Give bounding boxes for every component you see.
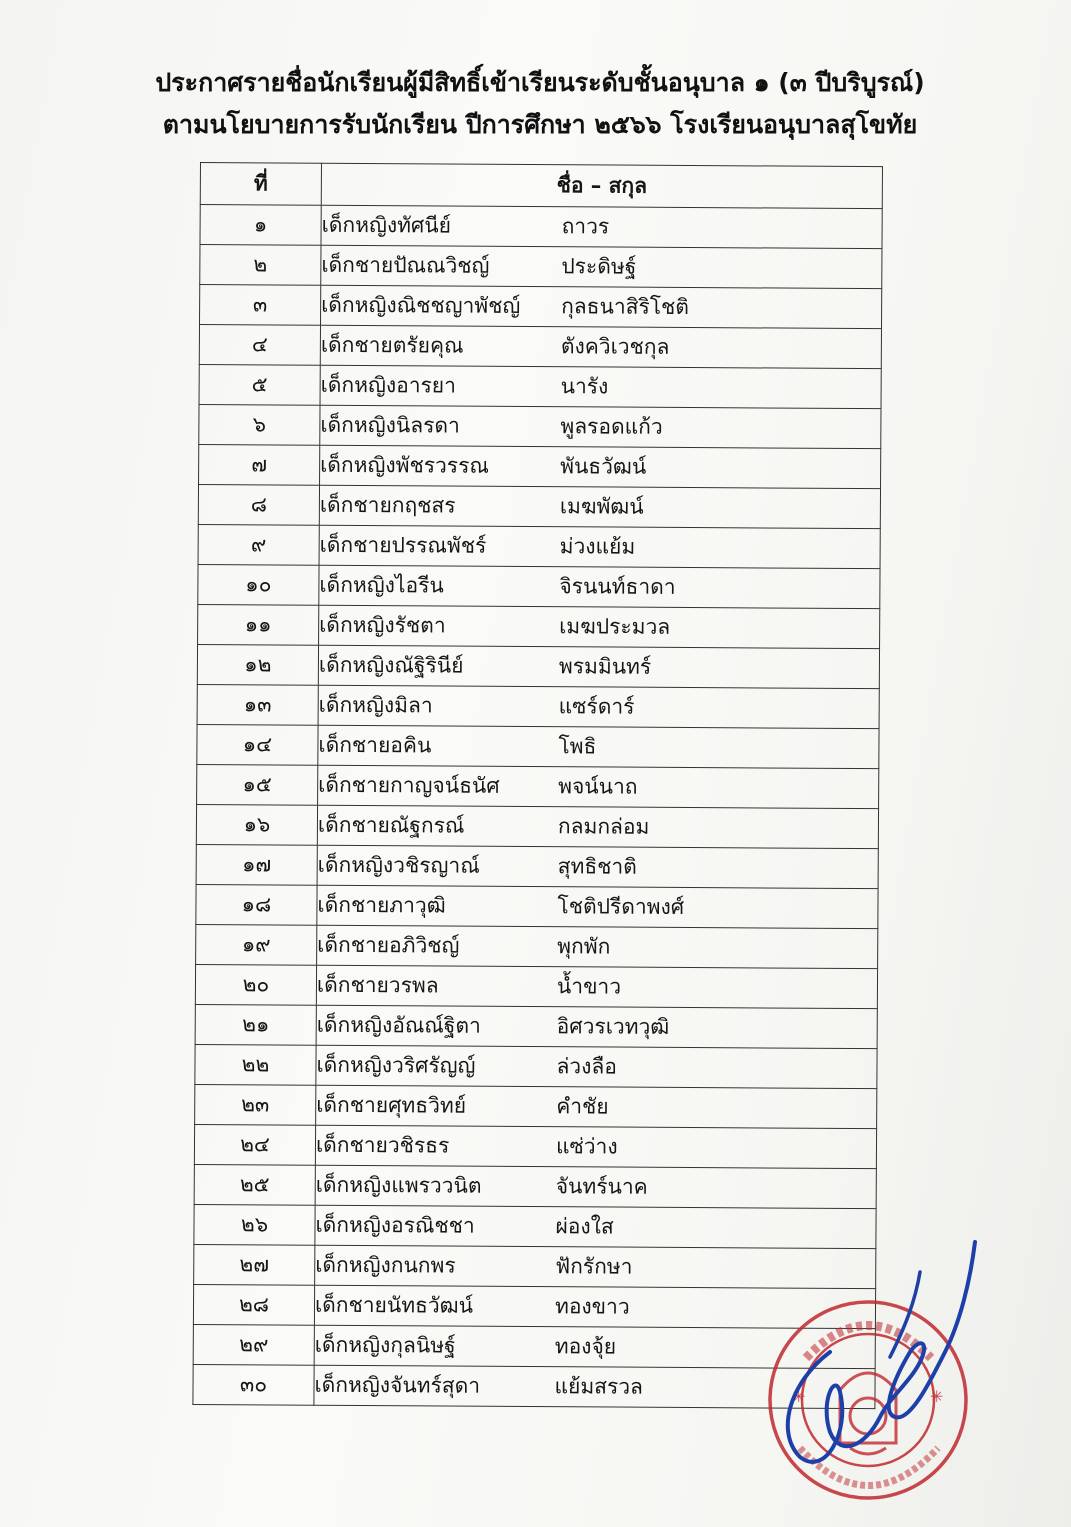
row-number: ๑๔ bbox=[197, 724, 318, 765]
table-row bbox=[198, 564, 880, 608]
row-number: ๑๗ bbox=[196, 844, 317, 885]
student-first-name: เด็กชายนัทธวัฒน์ bbox=[314, 1292, 474, 1318]
student-first-name: เด็กหญิงแพรววนิต bbox=[315, 1172, 482, 1198]
table-header-row bbox=[200, 163, 882, 209]
student-last-name: แซร์ดาร์ bbox=[558, 694, 635, 719]
student-name-cell bbox=[321, 245, 882, 288]
student-first-name: เด็กชายอคิน bbox=[318, 732, 432, 758]
student-name-cell bbox=[316, 1045, 877, 1088]
row-number: ๑๘ bbox=[196, 884, 317, 925]
row-number: ๑๙ bbox=[196, 924, 317, 965]
student-name-cell bbox=[315, 1125, 876, 1168]
student-name-cell bbox=[319, 605, 880, 648]
row-number: ๑๒ bbox=[197, 644, 318, 685]
student-last-name: จิรนนท์ธาดา bbox=[559, 574, 676, 599]
student-last-name: เมฆพัฒน์ bbox=[559, 494, 644, 519]
student-first-name: เด็กชายอภิวิชญ์ bbox=[317, 932, 460, 958]
student-name-cell bbox=[318, 725, 879, 768]
header-number: ที่ bbox=[200, 163, 321, 206]
student-last-name: พจน์นาถ bbox=[558, 774, 638, 799]
table-row bbox=[194, 1124, 876, 1168]
row-number: ๖ bbox=[199, 404, 320, 445]
student-name-cell bbox=[320, 445, 881, 488]
row-number: ๘ bbox=[198, 484, 319, 525]
student-first-name: เด็กหญิงวริศรัญญ์ bbox=[316, 1052, 476, 1078]
student-first-name: เด็กชายตรัยคุณ bbox=[320, 332, 464, 358]
student-first-name: เด็กหญิงทัศนีย์ bbox=[321, 212, 452, 238]
student-last-name: ผ่องใส bbox=[555, 1214, 614, 1239]
row-number: ๒๙ bbox=[193, 1324, 314, 1365]
page-title-line-1: ประกาศรายชื่อนักเรียนผู้มีสิทธิ์เข้าเรียนระดับชั้นอนุบาล ๑ (๓ ปีบริบูรณ์) bbox=[155, 68, 925, 97]
row-number: ๑ bbox=[200, 205, 321, 246]
student-name-cell bbox=[319, 565, 880, 608]
row-number: ๔ bbox=[199, 325, 320, 366]
row-number: ๒๐ bbox=[195, 964, 316, 1005]
row-number: ๑๓ bbox=[197, 684, 318, 725]
student-name-cell bbox=[316, 1005, 877, 1048]
student-last-name: แซ่ว่าง bbox=[555, 1134, 618, 1159]
student-last-name: กลมกล่อม bbox=[557, 814, 650, 839]
student-name-cell bbox=[320, 365, 881, 408]
student-last-name: พรมมินทร์ bbox=[558, 654, 652, 679]
student-first-name: เด็กหญิงวชิรญาณ์ bbox=[317, 852, 480, 878]
student-first-name: เด็กชายกาญจน์ธนัศ bbox=[318, 772, 500, 798]
student-last-name: กุลธนาสิริโชติ bbox=[561, 294, 690, 319]
table-body bbox=[193, 205, 882, 1409]
student-name-cell bbox=[315, 1165, 876, 1208]
student-name-cell bbox=[318, 765, 879, 808]
student-name-cell bbox=[318, 645, 879, 688]
row-number: ๒ bbox=[200, 245, 321, 286]
student-last-name: โพธิ bbox=[558, 734, 597, 759]
student-first-name: เด็กหญิงพัชรวรรณ bbox=[320, 452, 489, 478]
student-last-name: ฟักรักษา bbox=[555, 1254, 633, 1279]
svg-text:✳: ✳ bbox=[930, 1387, 944, 1406]
table-row bbox=[195, 964, 877, 1008]
row-number: ๑๕ bbox=[197, 764, 318, 805]
student-roster-table bbox=[192, 162, 883, 1409]
table-row bbox=[198, 484, 880, 528]
student-name-cell bbox=[320, 405, 881, 448]
row-number: ๒๒ bbox=[195, 1044, 316, 1085]
student-last-name: ทองจุ้ย bbox=[554, 1334, 617, 1359]
student-name-cell bbox=[321, 285, 882, 328]
row-number: ๑๖ bbox=[196, 804, 317, 845]
table-row bbox=[200, 285, 882, 329]
table-row bbox=[196, 844, 878, 888]
student-last-name: จันทร์นาค bbox=[555, 1174, 648, 1199]
row-number: ๓ bbox=[200, 285, 321, 326]
table-row bbox=[199, 444, 881, 488]
table-row bbox=[196, 924, 878, 968]
student-name-cell bbox=[317, 845, 878, 888]
table-row bbox=[198, 524, 880, 568]
table-row bbox=[196, 884, 878, 928]
table-row bbox=[195, 1044, 877, 1088]
student-name-cell bbox=[316, 965, 877, 1008]
row-number: ๑๐ bbox=[198, 564, 319, 605]
student-first-name: เด็กชายภาวุฒิ bbox=[317, 892, 446, 918]
student-first-name: เด็กหญิงนิลรดา bbox=[320, 412, 460, 438]
table-row bbox=[196, 804, 878, 848]
student-first-name: เด็กหญิงอรณิชชา bbox=[315, 1212, 475, 1238]
student-name-cell bbox=[319, 525, 880, 568]
row-number: ๕ bbox=[199, 364, 320, 405]
table-row bbox=[200, 245, 882, 289]
student-last-name: เมฆประมวล bbox=[559, 614, 671, 639]
row-number: ๒๘ bbox=[193, 1284, 314, 1325]
student-last-name: คำชัย bbox=[556, 1094, 609, 1119]
table-row bbox=[194, 1164, 876, 1208]
table-row bbox=[200, 205, 882, 249]
student-name-cell bbox=[317, 885, 878, 928]
row-number: ๒๓ bbox=[195, 1084, 316, 1125]
student-first-name: เด็กหญิงรัชตา bbox=[319, 612, 446, 638]
student-last-name: พูลรอดแก้ว bbox=[560, 414, 663, 439]
table-row bbox=[199, 364, 881, 408]
student-first-name: เด็กหญิงกุลนิษฐ์ bbox=[314, 1332, 456, 1358]
student-last-name: นารัง bbox=[560, 374, 609, 399]
table-row bbox=[197, 764, 879, 808]
student-last-name: โชติปรีดาพงศ์ bbox=[557, 894, 685, 919]
student-last-name: สุทธิชาติ bbox=[557, 854, 637, 879]
student-first-name: เด็กชายปัณณวิชญ์ bbox=[321, 252, 490, 278]
student-name-cell bbox=[317, 925, 878, 968]
student-name-cell bbox=[321, 205, 882, 248]
student-name-cell bbox=[316, 1085, 877, 1128]
row-number: ๒๖ bbox=[194, 1204, 315, 1245]
table-row bbox=[197, 644, 879, 688]
row-number: ๒๑ bbox=[195, 1004, 316, 1045]
row-number: ๒๗ bbox=[194, 1244, 315, 1285]
handwritten-signature bbox=[770, 1232, 985, 1482]
table-row bbox=[195, 1004, 877, 1048]
student-last-name: ตังควิเวชกุล bbox=[560, 334, 670, 359]
student-last-name: อิศวรเวทวุฒิ bbox=[556, 1014, 670, 1039]
student-name-cell bbox=[319, 485, 880, 528]
row-number: ๙ bbox=[198, 524, 319, 565]
student-last-name: ล่วงลือ bbox=[556, 1054, 617, 1079]
student-first-name: เด็กหญิงอัณณ์ฐิตา bbox=[316, 1012, 481, 1038]
student-last-name: ทองขาว bbox=[554, 1294, 630, 1319]
student-first-name: เด็กชายศุทธวิทย์ bbox=[316, 1092, 467, 1118]
header-name: ชื่อ – สกุล bbox=[321, 163, 882, 208]
student-name-cell bbox=[317, 805, 878, 848]
table-row bbox=[197, 684, 879, 728]
table-row bbox=[199, 404, 881, 448]
student-first-name: เด็กหญิงกนกพร bbox=[315, 1252, 456, 1278]
student-first-name: เด็กชายปรรณพัชร์ bbox=[319, 532, 487, 558]
student-name-cell bbox=[318, 685, 879, 728]
student-last-name: พุกพัก bbox=[557, 934, 611, 959]
row-number: ๒๔ bbox=[194, 1124, 315, 1165]
student-first-name: เด็กหญิงมิลา bbox=[318, 692, 433, 718]
table-row bbox=[199, 325, 881, 369]
svg-text:✳: ✳ bbox=[792, 1387, 806, 1406]
student-last-name: แย้มสรวล bbox=[554, 1374, 644, 1399]
student-first-name: เด็กหญิงณัฐิรินีย์ bbox=[318, 652, 464, 678]
row-number: ๒๕ bbox=[194, 1164, 315, 1205]
student-first-name: เด็กชายณัฐกรณ์ bbox=[317, 812, 465, 838]
student-last-name: พันธวัฒน์ bbox=[560, 454, 647, 479]
table-row bbox=[198, 604, 880, 648]
student-first-name: เด็กชายกฤชสร bbox=[319, 492, 456, 518]
table-row bbox=[197, 724, 879, 768]
row-number: ๓๐ bbox=[193, 1364, 314, 1405]
student-name-cell bbox=[320, 325, 881, 368]
student-first-name: เด็กหญิงอารยา bbox=[320, 372, 457, 398]
student-last-name: ถาวร bbox=[561, 214, 610, 239]
table-row bbox=[195, 1084, 877, 1128]
student-last-name: ประดิษฐ์ bbox=[561, 254, 637, 279]
student-last-name: ม่วงแย้ม bbox=[559, 534, 636, 559]
student-first-name: เด็กหญิงไอรีน bbox=[319, 572, 444, 598]
page-title-line-2: ตามนโยบายการรับนักเรียน ปีการศึกษา ๒๕๖๖ โรงเรียนอนุบาลสุโขทัย bbox=[162, 110, 918, 139]
student-first-name: เด็กหญิงจันทร์สุดา bbox=[314, 1372, 481, 1398]
student-first-name: เด็กหญิงณิชชญาพัชญ์ bbox=[321, 292, 521, 318]
student-last-name: น้ำขาว bbox=[556, 974, 622, 999]
student-first-name: เด็กชายวชิรธร bbox=[315, 1132, 450, 1158]
row-number: ๑๑ bbox=[198, 604, 319, 645]
student-first-name: เด็กชายวรพล bbox=[316, 972, 439, 998]
row-number: ๗ bbox=[199, 444, 320, 485]
